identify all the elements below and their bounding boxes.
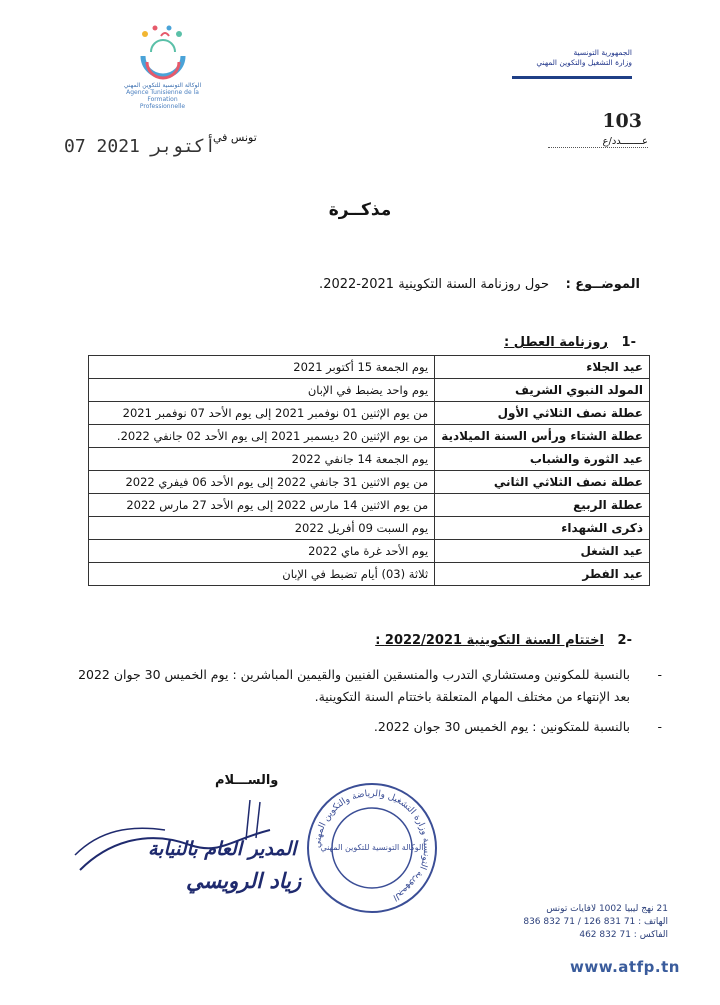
holiday-date: يوم واحد يضبط في الإبان	[89, 379, 435, 402]
agency-logo-icon	[131, 22, 195, 82]
agency-logo	[115, 22, 210, 114]
document-date: 07 أكتوبر 2021	[64, 136, 216, 157]
footer-fax-label: الفاكس :	[633, 930, 668, 940]
holiday-name: ذكرى الشهداء	[435, 517, 650, 540]
section-1-number: -1	[621, 335, 636, 350]
ministry-line-1: الجمهورية التونسية	[573, 48, 632, 57]
footer-fax-row	[548, 929, 668, 942]
table-row	[89, 540, 650, 563]
section-1-heading	[504, 335, 636, 350]
list-item	[60, 716, 660, 738]
footer-contact	[523, 903, 668, 942]
holiday-date: من يوم الإثنين 20 ديسمبر 2021 إلى يوم الأحد 02 جانفي 2022.	[89, 425, 435, 448]
table-row	[89, 356, 650, 379]
holiday-date: من يوم الاثنين 14 مارس 2022 إلى يوم الأحد 27 مارس 2022	[89, 494, 435, 517]
holiday-name: عيد الشغل	[435, 540, 650, 563]
date-city-label: تونس في	[213, 131, 257, 144]
table-row	[89, 563, 650, 586]
holiday-name: عطلة الشتاء ورأس السنة الميلادية	[435, 425, 650, 448]
logo-text-fr-2: Professionnelle	[139, 103, 186, 110]
bullet-marker: -	[657, 719, 662, 734]
bullet-text-1: بالنسبة للمكونين ومستشاري التدرب والمنسقين الفنيين والقيمين المباشرين : يوم الخميس 30 جوان 2022 بعد الإنتهاء من مختلف المهام المتعلقة باختتام السنة التكوينية.	[78, 667, 630, 704]
subject-line	[319, 277, 640, 292]
stamp-inner-text: الوكالة التونسية للتكوين المهني	[320, 843, 424, 852]
logo-text-ar: الوكالة التونسية للتكوين المهني	[123, 82, 202, 89]
footer-address: 21 نهج ليبيا 1002 لافايات تونس	[546, 904, 668, 914]
closing-salutation: والســـلام	[215, 773, 279, 788]
subject-label: الموضــوع :	[565, 277, 640, 292]
list-item	[60, 664, 660, 708]
official-stamp	[302, 778, 442, 918]
footer-phone-row	[523, 916, 668, 929]
section-2-number: -2	[617, 633, 632, 648]
table-row	[89, 402, 650, 425]
holiday-date: يوم الأحد غرة ماي 2022	[89, 540, 435, 563]
footer-phone: 71 831 126 / 71 832 836	[523, 917, 636, 927]
ministry-header	[512, 48, 632, 79]
holiday-date: من يوم الاثنين 31 جانفي 2022 إلى يوم الأحد 06 فيفري 2022	[89, 471, 435, 494]
holiday-name: المولد النبوي الشريف	[435, 379, 650, 402]
signatory-name: زياد الرويسي	[186, 868, 302, 893]
holiday-name: عيد الثورة والشباب	[435, 448, 650, 471]
holiday-name: عطلة نصف الثلاثي الثاني	[435, 471, 650, 494]
footer-fax: 71 832 462	[579, 930, 631, 940]
holiday-date: يوم الجمعة 15 أكتوبر 2021	[89, 356, 435, 379]
section-2-heading	[375, 633, 632, 648]
bullet-text-2: بالنسبة للمتكونين : يوم الخميس 30 جوان 2022.	[373, 719, 630, 734]
holiday-date: يوم الجمعة 14 جانفي 2022	[89, 448, 435, 471]
holiday-name: عطلة الربيع	[435, 494, 650, 517]
bullet-marker: -	[657, 667, 662, 682]
holiday-date: من يوم الإثنين 01 نوفمبر 2021 إلى يوم الأحد 07 نوفمبر 2021	[89, 402, 435, 425]
section-2-title: اختتام السنة التكوينية 2022/2021 :	[375, 633, 604, 648]
subject-text: حول روزنامة السنة التكوينية 2021-2022.	[319, 277, 550, 292]
holiday-name: عيد الفطر	[435, 563, 650, 586]
holidays-table	[88, 355, 650, 586]
section-1-title: روزنامة العطل :	[504, 335, 608, 350]
table-row	[89, 379, 650, 402]
holiday-name: عيد الجلاء	[435, 356, 650, 379]
table-row	[89, 517, 650, 540]
ministry-line-2: وزارة التشغيل والتكوين المهني	[536, 58, 632, 67]
footer-phone-label: الهاتف :	[638, 917, 668, 927]
website-link[interactable]: www.atfp.tn	[570, 958, 680, 976]
table-row	[89, 425, 650, 448]
stamp-outer-text: الجمهورية التونسية وزارة التشغيل والرياضة والتكوين المهني	[312, 788, 432, 903]
reference-label: عـــــــدد/ع	[548, 136, 648, 148]
holiday-date: ثلاثة (03) أيام تضبط في الإبان	[89, 563, 435, 586]
signatory-title: المدير العام بالنيابة	[148, 838, 297, 860]
logo-text-fr-1: Agence Tunisienne de la Formation	[126, 89, 199, 103]
reference-number: 103	[602, 110, 642, 132]
table-row	[89, 471, 650, 494]
holiday-date: يوم السبت 09 أفريل 2022	[89, 517, 435, 540]
memo-title: مذكــرة	[328, 200, 392, 220]
holiday-name: عطلة نصف الثلاثي الأول	[435, 402, 650, 425]
table-row	[89, 494, 650, 517]
table-row	[89, 448, 650, 471]
